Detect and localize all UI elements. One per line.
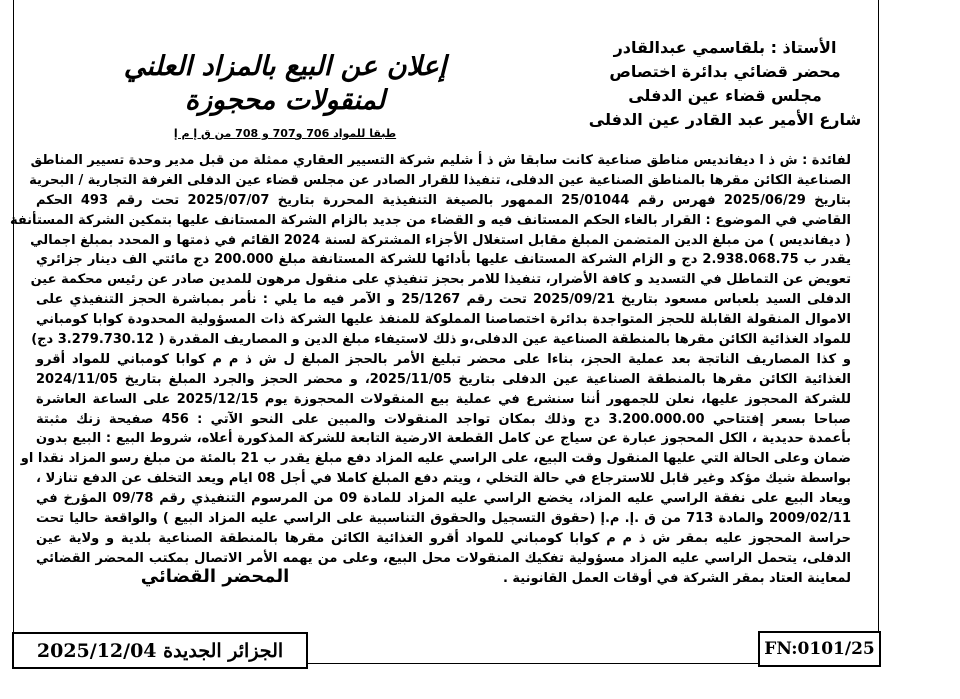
notice-subtitle: طبقا للمواد 706 و707 و 708 من ق إ م إ [173,127,397,140]
body-line: 2009/02/11 والمادة 713 من ق .إ. م.إ (حقوق التسجيل والحقوق التناسبية على الراسي عليه المزاد البيع ) والواقعة حاليا تحت [36,511,851,527]
notice-title [100,50,470,118]
publication-label: الجزائر الجديدة 2025/12/04 [36,639,284,662]
body-line: لفائدة : ش ذ ا ديفانديس مناطق صناعية كانت سابقا ش ذ أ شليم شركة التسيير العقاري ممثلة من قبل مدير وحدة تسيير المناطق [30,153,851,168]
body-line: الدفلى السيد بلعباس مسعود بتاريخ 2025/09/21 تحت رقم 25/1267 و الآمر فيه ما يلي : نأمر بمباشرة الحجز التنفيذي على [36,292,852,308]
issuer-line: شارع الأمير عبد القادر عين الدفلى [588,110,862,129]
body-line: للشركة المحجوز عليها، نعلن للجمهور أننا سنشرع في عملية بيع المنقولات المحجوزة يوم 2025/12/15 على الساعة العاشرة [36,391,851,407]
notice-body [9,151,852,589]
body-line: ويعاد البيع على نفقة الراسي عليه المزاد، يخضع الراسي عليه المزاد للمادة 09 من المرسوم التنفيذي رقم 09/78 المؤرخ في [36,491,851,507]
issuer-line: محضر قضائي بدائرة اختصاص [609,62,841,81]
issuer-line: الأستاذ : بلقاسمي عبدالقادر [613,38,837,57]
body-line: صباحا بسعر إفتتاحي 3.200.000.00 دج وذلك بمكان تواجد المنقولات والمبين على النحو الآتي : 456 صفيحة زنك مثبتة [36,411,851,427]
title-line: لمنقولات محجوزة [184,85,386,116]
body-line: ( ديفانديس ) من مبلغ الدين المتضمن المبلغ مقابل استغلال الأجزاء المشتركة لسنة 2024 القائم في ذمتها و المحدد بمبلغ اجمالي [30,232,851,248]
body-line: الغذائية الكائن مقرها بالمنطقة الصناعية عين الدفلى بتاريخ 2025/11/05، و محضر الحجز والجرد المبلغ بتاريخ 2024/11/05 [36,371,851,387]
body-line: القاضي في الموضوع : القرار بالغاء الحكم المستانف فيه و القضاء من جديد بالزام الشركة المستانف عليها بتمكين الشركة المستأنفة [9,212,851,228]
title-line: إعلان عن البيع بالمزاد العلني [123,51,447,82]
body-line: للمواد الغذائية الكائن مقرها بالمنطقة الصناعية عين الدفلى،و ذلك لاستيفاء مبلغ الدين و المصاريف المقدرة ( 3.279.730.12 دج) [31,332,851,348]
issuer-block [560,36,890,132]
body-line: و كذا المصاريف الناتجة بعد عملية الحجز، بناءا على محضر تبليغ الأمر بالحجز المبلغ ل ش ذ م م كوابا كومباني للمواد أقرو [36,351,851,367]
issuer-line: مجلس قضاء عين الدفلى [628,86,822,105]
file-number-box [758,631,881,667]
body-line: بأعمدة حديدية ، الكل المحجوز عبارة عن سياج عن كامل القطعة الارضية التابعة للشركة المذكورة أعلاه، شروط البيع : البيع بدون [36,431,851,447]
body-line: الصناعية الكائن مقرها بالمناطق الصناعية عين الدفلى، تنفيذا للقرار الصادر عن مجلس قضاء عين الدفلى الغرفة التجارية / البحرية [29,172,851,188]
signature: المحضر القضائي [140,566,290,587]
body-line: تعويض عن التماطل في التسديد و كافة الأضرار، تنفيذا للامر بحجز تنفيذي على منقول مرهون للمدين صادر عن رئيس محكمة عين [30,272,851,288]
body-line: الدفلى، يتحمل الراسي عليه المزاد مسؤولية تفكيك المنقولات محل البيع، وعلى من يهمه الأمر الاتصال بمكتب المحضر القضائي [36,550,851,566]
body-line: يقدر ب 2.938.068.75 دج و الزام الشركة المستانف عليها بأدائها للشركة المستانفة مبلغ 200.000 دج مائتي الف دينار جزائري [36,252,851,268]
body-line: بتاريخ 2025/06/29 فهرس رقم 25/01044 الممهور بالصيغة التنفيذية المحررة بتاريخ 2025/07/07 تحت رقم 493 الحكم [36,192,852,208]
file-number: FN:0101/25 [764,639,875,659]
body-line: ضمان وعلى الحالة التي عليها المنقول وقت البيع، على الراسي عليه المزاد دفع مبلغ يقدر ب 21 بالمئة من مبلغ رسو المزاد نقدا او [20,451,851,467]
publication-box [12,632,308,669]
body-line: حراسة المحجوز عليه بمقر ش ذ م م كوابا كومباني للمواد أقرو الغذائية الكائن مقرها بالمنطقة الصناعية بلدية و ولاية عين [36,530,851,546]
body-line: بواسطة شيك مؤكد وغير قابل للاسترجاع في حالة التخلي ، ويتم دفع المبلغ كاملا في أجل 08 ايام ويعد التخلف عن الدفع تنازلا ، [36,471,851,487]
body-line: لمعاينة العتاد بمقر الشركة في أوقات العمل القانونية . [502,570,851,586]
body-line: الاموال المنقولة القابلة للحجز المتواجدة بدائرة اختصاصنا المملوكة للمنفذ عليها الشركة ذات المسؤولية المحدودة كوابا كومباني [36,312,851,328]
